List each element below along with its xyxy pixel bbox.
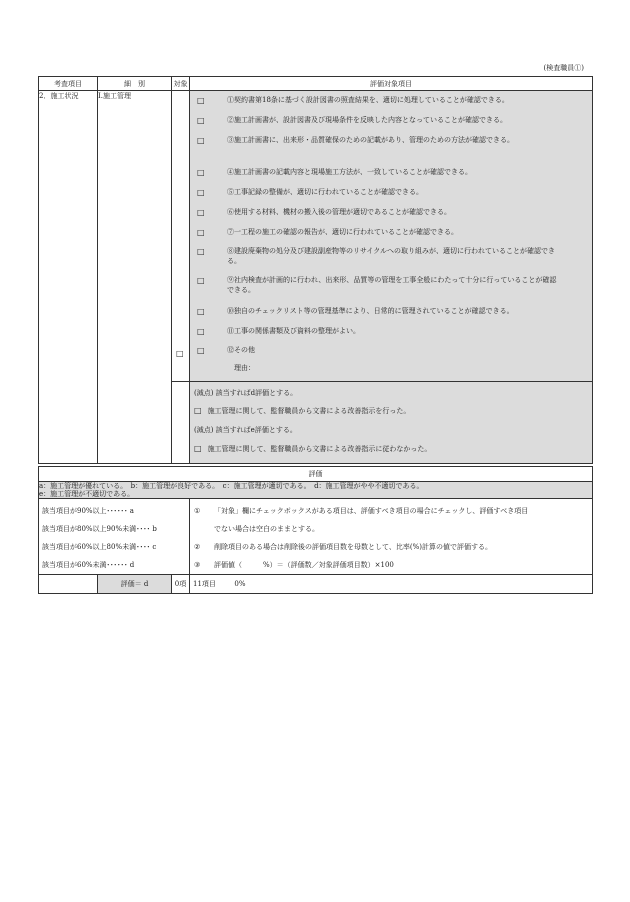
item-checkbox[interactable]: □	[197, 96, 205, 105]
note-text: 評価値（ %）＝（評価数／対象評価項目数）×100	[214, 561, 394, 569]
legend-line-1: a：施工管理が優れている。 b：施工管理が良好である。 c：施工管理が適切である。 d：施工管理がやや不適切である。	[39, 482, 424, 490]
deduction-d-text: 施工管理に関して、監督職員から文書による改善指示を行った。	[207, 407, 411, 415]
item-checkbox[interactable]: □	[197, 116, 205, 125]
inspector-label: (検査職員①)	[543, 64, 584, 72]
subcategory-label: Ⅰ.施工管理	[98, 92, 131, 100]
deduction-e-item	[190, 444, 592, 454]
list-item	[190, 228, 592, 247]
list-item	[190, 247, 592, 276]
item-text: ⑩独自のチェックリスト等の管理基準により、日常的に管理されていることが確認できる。	[227, 307, 514, 315]
list-item	[190, 346, 592, 363]
list-item	[190, 116, 592, 136]
criterion-c: 該当項目が60%以上80%未満････ c	[42, 543, 157, 551]
result-summary	[190, 575, 593, 594]
item-text: ⑨社内検査が計画的に行われ、出来形、品質等の管理を工事全般にわたって十分に行っていることが確認できる。	[227, 276, 557, 294]
evaluation-table	[38, 76, 593, 464]
subcategory-cell	[98, 91, 172, 464]
item-text: ⑦一工程の施工の確認の報告が、適切に行われていることが確認できる。	[227, 228, 458, 236]
item-text: ③施工計画書に、出来形・品質確保のための記載があり、管理のための方法が確認できる。	[227, 136, 514, 144]
deduction-cell	[190, 382, 593, 464]
list-item	[190, 208, 592, 228]
deduction-d-checkbox[interactable]: □	[194, 406, 202, 415]
deduction-d-head: (減点) 該当すればd評価とする。	[194, 389, 298, 397]
item-checkbox[interactable]: □	[197, 276, 205, 285]
note-2: ② 削除項目のある場合は削除後の評価項目数を母数として、比率(%)計算の値で評価する。	[190, 538, 592, 556]
list-item	[190, 96, 592, 116]
result-total: 11項目	[193, 580, 216, 588]
item-checkbox[interactable]: □	[197, 346, 205, 355]
header-items: 評価対象項目	[190, 77, 593, 91]
item-checkbox[interactable]: □	[197, 136, 205, 145]
note-text: 「対象」欄にチェックボックスがある項目は、評価すべき項目の場合にチェックし、評価すべき項目	[214, 507, 529, 515]
deduction-e-head: (減点) 該当すればe評価とする。	[194, 426, 297, 434]
list-item	[190, 276, 592, 307]
rating-legend	[39, 482, 593, 499]
item-checkbox[interactable]: □	[197, 307, 205, 316]
deduction-e-checkbox[interactable]: □	[194, 444, 202, 453]
criterion-b: 該当項目が80%以上90%未満････ b	[42, 525, 157, 533]
note-text: 削除項目のある場合は削除後の評価項目数を母数として、比率(%)計算の値で評価する。	[214, 543, 492, 551]
criteria-cell	[39, 499, 190, 575]
note-text: でない場合は空白のままとする。	[214, 525, 319, 533]
item-checkbox[interactable]: □	[197, 208, 205, 217]
list-item	[190, 168, 592, 188]
deduction-d-item	[190, 406, 592, 416]
item-text: ⑥使用する材料、機材の搬入後の管理が適切であることが確認できる。	[227, 208, 451, 216]
item-checkbox[interactable]: □	[197, 228, 205, 237]
result-count: 0項	[172, 575, 190, 594]
item-text: ⑤工事記録の整備が、適切に行われていることが確認できる。	[227, 188, 423, 196]
item-text: ⑫その他	[227, 346, 255, 354]
header-saibetsu: 細 別	[98, 77, 172, 91]
result-label: 評価＝ d	[98, 575, 172, 594]
taisho-cell	[172, 91, 190, 382]
note-3: ③ 評価値（ %）＝（評価数／対象評価項目数）×100	[190, 556, 592, 574]
list-item	[190, 307, 592, 327]
result-percent: 0%	[234, 580, 246, 588]
taisho-cell-blank	[172, 382, 190, 464]
legend-line-2: e：施工管理が不適切である。	[39, 490, 135, 498]
item-checkbox[interactable]: □	[197, 188, 205, 197]
item-checkbox[interactable]: □	[197, 168, 205, 177]
reason-label: 理由：	[234, 364, 255, 372]
deduction-e-text: 施工管理に関して、監督職員から文書による改善指示に従わなかった。	[207, 445, 432, 453]
item-text: ②施工計画書が、設計図書及び現場条件を反映した内容となっていることが確認できる。	[227, 116, 507, 124]
item-text: ①契約書第18条に基づく設計図書の照査結果を、適切に処理していることが確認できる。	[227, 96, 509, 104]
result-blank	[39, 575, 98, 594]
item-text: ④施工計画書の記載内容と現場施工方法が、一致していることが確認できる。	[227, 168, 472, 176]
criterion-d: 該当項目が60%未満･･････ d	[42, 561, 135, 569]
category-cell	[39, 91, 98, 464]
rating-table	[38, 466, 593, 594]
items-cell	[190, 91, 593, 382]
header-row	[39, 77, 593, 91]
list-item	[190, 327, 592, 346]
item-text: ⑧建設廃棄物の処分及び建設副産物等のリサイクルへの取り組みが、適切に行われていることが確認できる。	[227, 247, 556, 265]
rating-title: 評価	[39, 467, 593, 482]
note-1-cont	[190, 520, 592, 538]
item-text: ⑪工事の関係書類及び資料の整理がよい。	[227, 327, 360, 335]
header-kousa: 考査項目	[39, 77, 98, 91]
note-1: ① 「対象」欄にチェックボックスがある項目は、評価すべき項目の場合にチェックし、評価すべき項目	[190, 502, 592, 520]
taisho-checkbox[interactable]: □	[176, 349, 184, 358]
header-taisho: 対象	[172, 77, 190, 91]
list-item	[190, 188, 592, 208]
category-label: 2．施工状況	[39, 92, 79, 100]
criterion-a: 該当項目が90%以上･･････ a	[42, 507, 134, 515]
notes-cell	[190, 499, 593, 575]
list-item	[190, 136, 592, 168]
item-checkbox[interactable]: □	[197, 327, 205, 336]
item-checkbox[interactable]: □	[197, 247, 205, 256]
